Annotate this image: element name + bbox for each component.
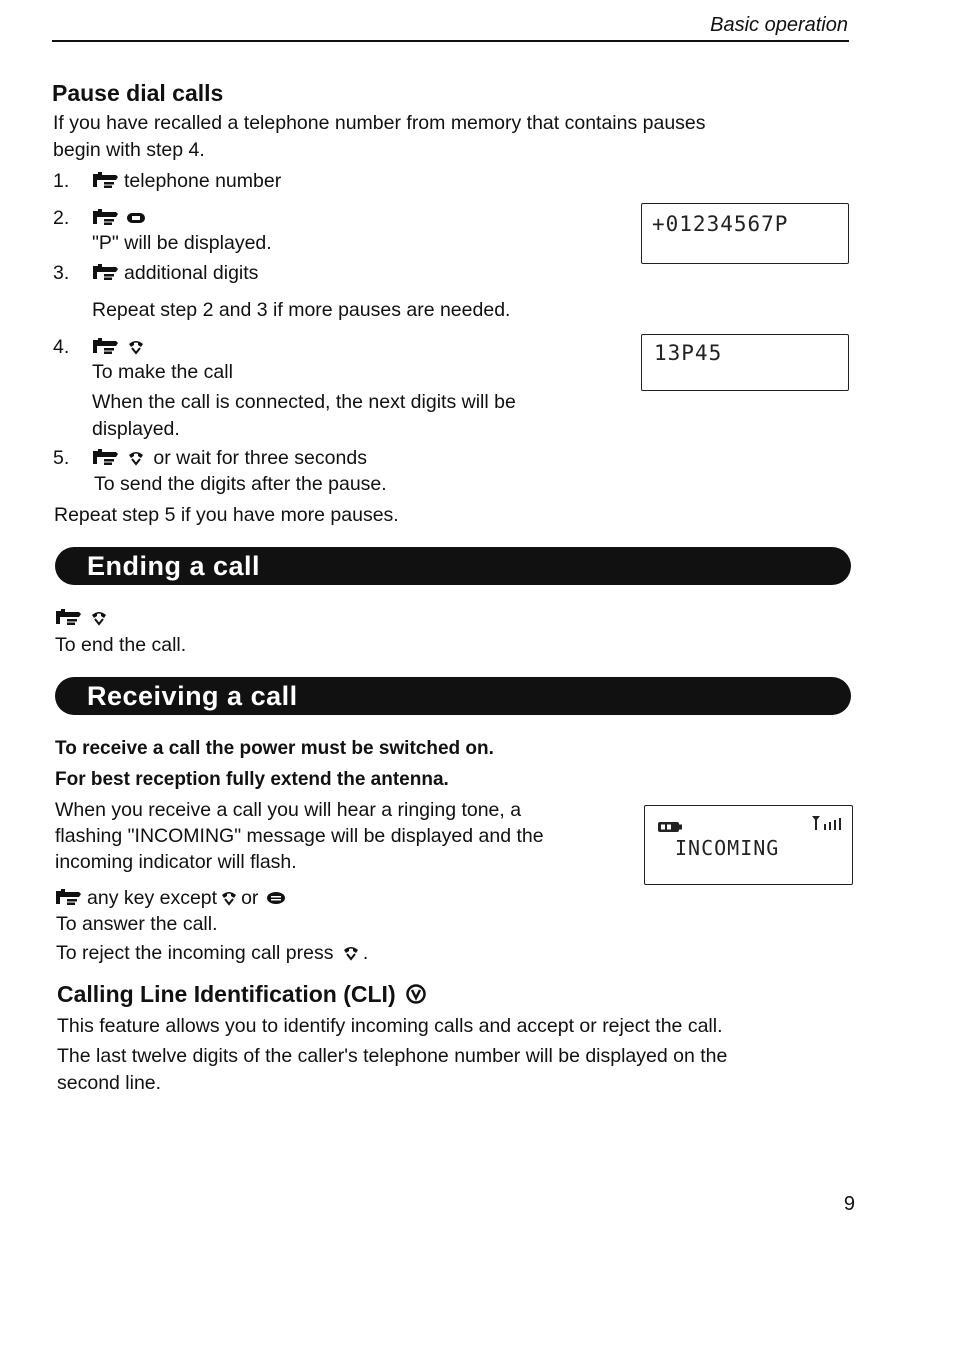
step-1-text: telephone number: [124, 170, 282, 192]
pointing-hand-icon: [55, 888, 83, 906]
pointing-hand-icon: [92, 208, 120, 226]
pointing-hand-icon: [92, 337, 120, 355]
page-number: 9: [843, 1193, 855, 1215]
step-2: [92, 205, 148, 232]
call-key-icon: [341, 945, 361, 961]
repeat-steps-note: Repeat step 2 and 3 if more pauses are needed.: [92, 299, 511, 321]
reject-text: To reject the incoming call press: [56, 942, 334, 964]
step-2-note: "P" will be displayed.: [92, 232, 272, 254]
ending-call-banner: Ending a call: [55, 547, 851, 585]
step-4: [92, 334, 148, 361]
lcd-text: +01234567P: [652, 212, 789, 236]
running-header: Basic operation: [710, 14, 848, 36]
receiving-antenna-note: For best reception fully extend the antenna.: [55, 769, 449, 790]
header-rule: [52, 40, 849, 42]
call-key-icon: [89, 610, 109, 626]
step-3: [92, 260, 258, 287]
call-key-icon: [219, 890, 239, 906]
pause-intro-line1: If you have recalled a telephone number from memory that contains pauses: [53, 112, 706, 134]
lcd-text: 13P45: [654, 341, 723, 365]
reject-note: To reject the incoming call press .: [56, 942, 369, 964]
step-number: 3.: [53, 262, 70, 284]
ending-instruction: [55, 605, 111, 632]
pause-key-icon: [126, 210, 146, 226]
answer-note: To answer the call.: [56, 913, 218, 935]
step-5-text: or wait for three seconds: [153, 447, 367, 469]
call-key-icon: [126, 450, 146, 466]
ending-note: To end the call.: [55, 634, 187, 656]
step-4-note1: To make the call: [92, 361, 233, 383]
pointing-hand-icon: [55, 608, 83, 626]
step-5: [92, 445, 367, 472]
lcd-text: INCOMING: [675, 836, 780, 860]
receiving-call-banner: Receiving a call: [55, 677, 851, 715]
step-number: 1.: [53, 170, 70, 192]
battery-icon: [657, 814, 683, 838]
any-key-text: any key except: [87, 887, 218, 909]
receiving-para-line1: When you receive a call you will hear a ringing tone, a: [55, 799, 522, 821]
step-3-text: additional digits: [124, 262, 259, 284]
cli-title-text: Calling Line Identification (CLI): [57, 981, 396, 1007]
step-1: [92, 168, 281, 195]
network-service-icon: [406, 983, 426, 1010]
step-number: 2.: [53, 207, 70, 229]
step-number: 4.: [53, 336, 70, 358]
receiving-para-line3: incoming indicator will flash.: [55, 851, 297, 873]
lcd-display-incoming: [644, 805, 853, 885]
repeat-step-5-note: Repeat step 5 if you have more pauses.: [54, 504, 399, 526]
step-4-note2: When the call is connected, the next digits will be: [92, 391, 516, 413]
receiving-para-line2: flashing "INCOMING" message will be displayed and the: [55, 825, 544, 847]
step-5-note: To send the digits after the pause.: [94, 473, 387, 495]
pointing-hand-icon: [92, 171, 120, 189]
lcd-display-digits: [641, 334, 849, 391]
lcd-display-pause: [641, 203, 849, 264]
step-number: 5.: [53, 447, 70, 469]
pointing-hand-icon: [92, 263, 120, 281]
cli-line2: The last twelve digits of the caller's telephone number will be displayed on the: [57, 1045, 728, 1067]
call-key-icon: [126, 339, 146, 355]
pointing-hand-icon: [92, 448, 120, 466]
or-text: or: [241, 887, 259, 909]
pause-intro-line2: begin with step 4.: [53, 139, 205, 161]
pause-title: Pause dial calls: [52, 80, 224, 106]
cli-title: [57, 981, 426, 1010]
receiving-power-note: To receive a call the power must be switched on.: [55, 738, 494, 759]
step-4-note3: displayed.: [92, 418, 180, 440]
cli-line1: This feature allows you to identify incoming calls and accept or reject the call.: [57, 1015, 723, 1037]
signal-strength-icon: [810, 812, 844, 836]
cli-line3: second line.: [57, 1072, 162, 1094]
answer-instruction: [55, 885, 288, 912]
menu-key-icon: [266, 890, 286, 906]
